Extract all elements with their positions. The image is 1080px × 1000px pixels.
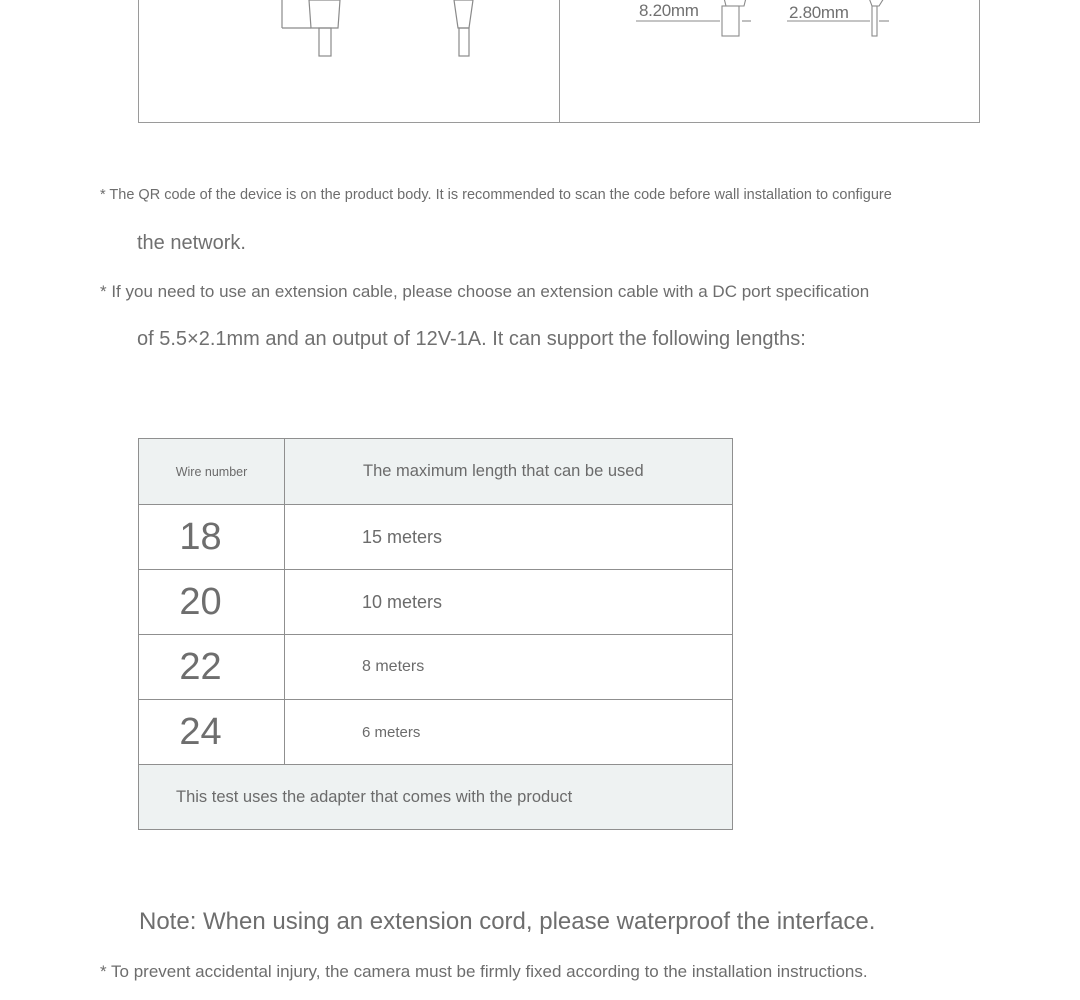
extension-cable-note-continued: of 5.5×2.1mm and an output of 12V-1A. It can support the following lengths: <box>137 328 806 350</box>
screw-icon-small <box>454 0 473 56</box>
screw-icon-large <box>282 0 340 56</box>
max-length-cell: 8 meters <box>285 635 733 700</box>
max-length-cell: 15 meters <box>285 505 733 570</box>
wire-number-cell: 22 <box>139 635 285 700</box>
waterproof-note: Note: When using an extension cord, please waterproof the interface. <box>139 908 876 935</box>
table-footer-note: This test uses the adapter that comes with the product <box>139 765 733 830</box>
table-footer-row <box>139 765 733 830</box>
wire-number-cell: 24 <box>139 700 285 765</box>
wire-number-cell: 18 <box>139 505 285 570</box>
header-max-length: The maximum length that can be used <box>285 439 733 505</box>
screw-diagram-box <box>138 0 980 123</box>
dimension-label-head: 8.20mm <box>639 1 699 20</box>
safety-note: * To prevent accidental injury, the camera must be firmly fixed according to the installation instructions. <box>100 962 868 981</box>
max-length-cell: 6 meters <box>285 700 733 765</box>
qr-code-note-continued: the network. <box>137 232 246 254</box>
extension-cable-note: * If you need to use an extension cable, please choose an extension cable with a DC port specification <box>100 282 870 301</box>
screw-drawing-left <box>139 0 981 123</box>
header-wire-number: Wire number <box>139 439 285 505</box>
max-length-cell: 10 meters <box>285 570 733 635</box>
table-row <box>139 635 733 700</box>
table-row <box>139 570 733 635</box>
dimension-label-shank: 2.80mm <box>789 3 849 22</box>
wire-number-cell: 20 <box>139 570 285 635</box>
table-row <box>139 505 733 570</box>
qr-code-note: * The QR code of the device is on the product body. It is recommended to scan the code before wall installation to configure <box>100 187 892 203</box>
table-row <box>139 700 733 765</box>
table-header-row <box>139 439 733 505</box>
extension-length-table <box>138 438 733 830</box>
